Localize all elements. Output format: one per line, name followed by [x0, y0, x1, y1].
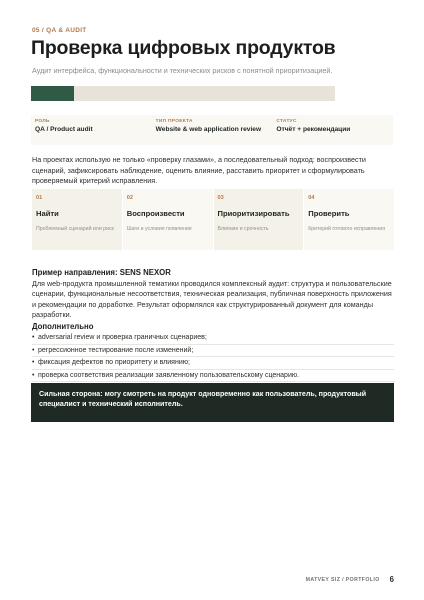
step-number: 04 — [308, 195, 315, 201]
step-number: 03 — [217, 195, 224, 201]
progress-bar — [31, 86, 335, 101]
step-description: Критерий готового исправления — [308, 226, 386, 232]
step-description: Проблемный сценарий или риск — [36, 226, 114, 232]
meta-project-type — [152, 115, 273, 145]
meta-value: QA / Product audit — [35, 126, 93, 133]
list-item-text: фиксация дефектов по приоритету и влиянию; — [38, 359, 190, 366]
step-verify — [304, 189, 394, 250]
list-item — [32, 370, 394, 383]
meta-label: ТИП ПРОЕКТА — [155, 119, 193, 124]
meta-label: РОЛЬ — [35, 119, 50, 124]
list-item-text: регрессионное тестирование после изменений; — [38, 346, 194, 354]
progress-bar-fill — [31, 86, 74, 101]
additional-heading: Дополнительно — [32, 322, 94, 331]
project-meta — [31, 115, 393, 145]
strength-callout — [31, 383, 394, 422]
step-find — [32, 189, 123, 250]
meta-value: Отчёт + рекомендации — [276, 126, 351, 133]
meta-role — [31, 115, 152, 145]
meta-label: СТАТУС — [276, 119, 297, 124]
step-description: Влияние и срочность — [217, 226, 269, 232]
section-kicker: 05 / QA & AUDIT — [32, 27, 87, 34]
list-item-text: проверка соответствия реализации заявленному пользовательскому сценарию. — [38, 371, 300, 379]
step-title: Проверить — [308, 209, 350, 218]
page-subtitle: Аудит интерфейса, функциональности и технических рисков с понятной приоритизацией. — [32, 66, 333, 75]
step-reproduce — [123, 189, 214, 250]
step-title: Воспроизвести — [126, 209, 185, 218]
page-number: 6 — [389, 575, 394, 584]
meta-status — [272, 115, 393, 145]
example-paragraph: Для web-продукта промышленной тематики проводился комплексный аудит: структура и пользовательские сценарии, функциональные несоответствия, техническая реализация, публичная поверхность приложения и рекомендации по доработке. Результат оформлялся как структурированный документ для команды разработки. — [32, 279, 392, 319]
list-item — [32, 357, 394, 370]
step-prioritize — [214, 189, 305, 250]
bullet-icon: • — [32, 346, 35, 354]
footer-label: MATVEY SIZ / PORTFOLIO — [305, 576, 380, 583]
step-title: Приоритизировать — [217, 209, 290, 218]
bullet-icon: • — [32, 334, 35, 341]
step-title: Найти — [36, 209, 59, 218]
page-title: Проверка цифровых продуктов — [31, 37, 336, 59]
step-number: 01 — [36, 195, 43, 201]
process-steps — [32, 189, 394, 250]
list-item-text: adversarial review и проверка граничных сценариев; — [38, 334, 207, 341]
additional-list — [32, 332, 394, 382]
callout-text: Сильная сторона: могу смотреть на продукт одновременно как пользователь, продуктовый специалист и технический исполнитель. — [39, 390, 367, 408]
list-item — [32, 332, 394, 345]
page-footer — [306, 575, 394, 584]
meta-value: Website & web application review — [155, 126, 262, 133]
example-heading: Пример направления: SENS NEXOR — [32, 268, 171, 277]
intro-paragraph: На проектах использую не только «проверку глазами», а последовательный подход: воспроизвести сценарий, зафиксировать наблюдение, оценить влияние, расставить приоритет и сформулировать проверяемый критерий исправления. — [32, 155, 366, 186]
bullet-icon: • — [32, 359, 35, 366]
bullet-icon: • — [32, 371, 35, 379]
list-item — [32, 345, 394, 358]
step-description: Шаги и условия появления — [126, 226, 192, 232]
step-number: 02 — [126, 195, 133, 201]
